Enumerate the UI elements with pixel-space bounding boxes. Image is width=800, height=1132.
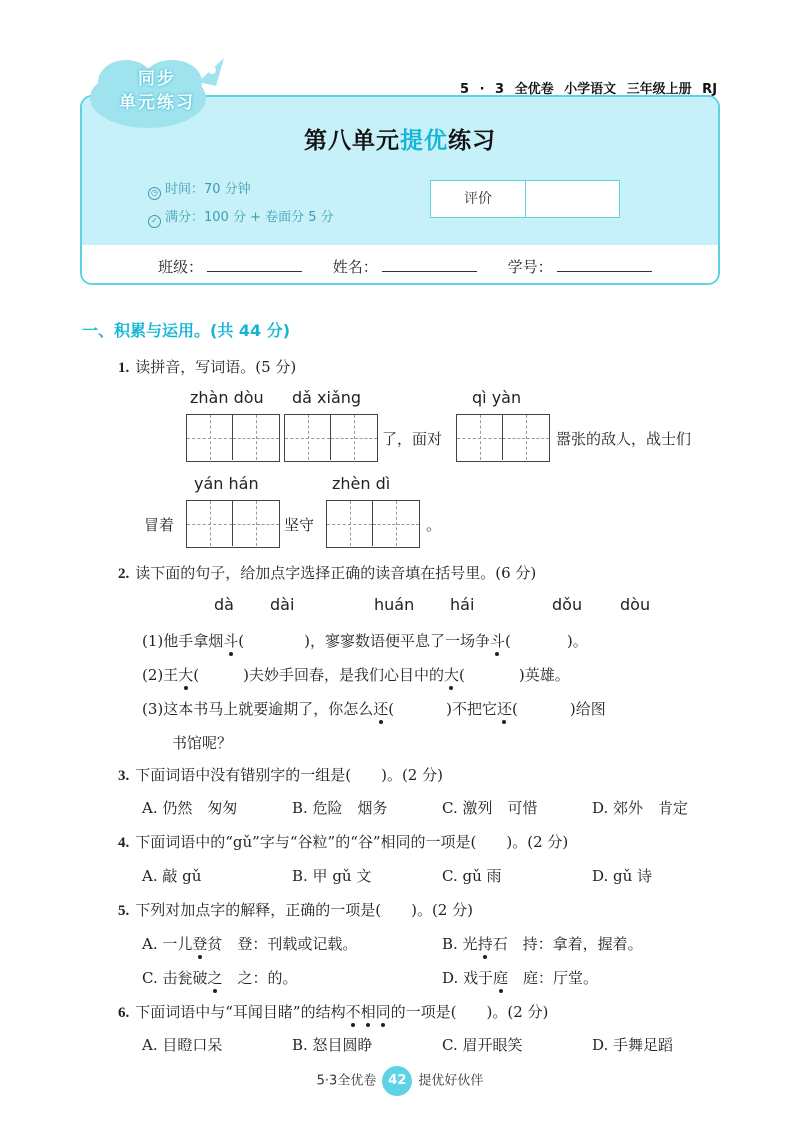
unit-badge	[86, 52, 228, 130]
q5-c-part1: C. 击瓮破	[142, 969, 208, 987]
q4-option-a[interactable]: A. 敲 gǔ	[142, 867, 202, 885]
q5-text: 下列对加点字的解释，正确的一项是( )。(2 分)	[135, 901, 473, 919]
q2-option-3: huán	[374, 595, 415, 614]
q2-s3-bracket-2: (	[512, 700, 518, 718]
section-heading: 一、积累与运用。(共 44 分)	[82, 321, 291, 340]
question-6	[118, 1001, 548, 1022]
q2-s3-middle: )不把它	[446, 700, 497, 718]
class-label: 班级：	[158, 258, 204, 276]
q5-c-part2: 之：的。	[222, 969, 298, 987]
q2-s3-end: )给图	[569, 700, 606, 718]
id-label: 学号：	[507, 258, 553, 276]
q1-text-1: 了，面对	[382, 430, 443, 448]
pinyin-3: qì yàn	[472, 388, 522, 407]
q2-sentence-3	[142, 698, 606, 719]
q2-s1-bracket: (	[238, 632, 245, 650]
q4-number: 4.	[118, 835, 130, 851]
q5-c-dotted-char: 之	[207, 969, 223, 987]
footer-right: 提优好伙伴	[418, 1073, 484, 1089]
q4-option-c[interactable]: C. gǔ 雨	[442, 867, 502, 885]
q2-s1-dotted-char: 斗	[223, 632, 239, 650]
q5-d-part2: 庭：厅堂。	[508, 969, 599, 987]
student-info-row	[158, 256, 678, 277]
q6-option-b[interactable]: B. 怒目圆睁	[292, 1036, 373, 1054]
title-part1: 第八单元	[304, 128, 400, 154]
q2-s2-end: )英雄。	[518, 666, 570, 684]
page-number: 42	[382, 1066, 412, 1096]
q2-s1-bracket-2: (	[505, 632, 511, 650]
q2-option-1: dà	[214, 595, 234, 614]
page-title	[0, 122, 800, 155]
writing-grid-1[interactable]	[186, 414, 280, 462]
evaluation-field[interactable]	[526, 181, 619, 217]
q3-option-a[interactable]: A. 仍然 匆匆	[142, 799, 238, 817]
q2-sentence-2	[142, 664, 570, 685]
q2-s2-bracket: (	[193, 666, 200, 684]
question-5	[118, 899, 473, 920]
title-part2: 练习	[448, 128, 496, 154]
q5-b-part1: B. 光	[442, 935, 478, 953]
q1-text-5: 。	[426, 516, 442, 534]
q2-s2-dotted-char: 大	[178, 666, 194, 684]
q3-text: 下面词语中没有错别字的一组是( )。(2 分)	[135, 766, 443, 784]
q2-option-2: dài	[270, 595, 295, 614]
q2-s2-part: (2)王	[142, 666, 179, 684]
q6-text-2: 的一项是( )。(2 分)	[390, 1003, 549, 1021]
q5-option-b[interactable]	[442, 933, 643, 954]
page-footer	[0, 1066, 800, 1096]
q5-a-dotted-char: 登	[192, 935, 208, 953]
q4-option-b[interactable]: B. 甲 gǔ 文	[292, 867, 372, 885]
q2-option-5: dǒu	[552, 595, 583, 614]
q5-option-d[interactable]	[442, 967, 598, 988]
q3-option-d[interactable]: D. 郊外 肯定	[592, 799, 689, 817]
clock-icon: ◷	[148, 187, 161, 200]
q6-dotted-char-1: 不	[345, 1003, 361, 1021]
footer-left: 5·3全优卷	[316, 1073, 377, 1089]
question-1	[118, 356, 296, 377]
pinyin-4: yán hán	[194, 474, 259, 493]
q6-number: 6.	[118, 1005, 130, 1021]
q3-option-c[interactable]: C. 激列 可惜	[442, 799, 538, 817]
q2-s3-dotted-char: 还	[373, 700, 389, 718]
q5-number: 5.	[118, 903, 130, 919]
q5-b-part2: 石 持：拿着，握着。	[492, 935, 643, 953]
q4-text: 下面词语中的“gǔ”字与“谷粒”的“谷”相同的一项是( )。(2 分)	[135, 833, 569, 851]
writing-grid-5[interactable]	[326, 500, 420, 548]
q2-s2-bracket-2: (	[459, 666, 465, 684]
badge-line1: 同步	[138, 69, 176, 89]
q6-option-d[interactable]: D. 手舞足蹈	[592, 1036, 674, 1054]
series-label: 5 · 3 全优卷 小学语文 三年级上册 RJ	[460, 82, 718, 97]
evaluation-box	[430, 180, 620, 218]
writing-grid-3[interactable]	[456, 414, 550, 462]
q1-number: 1.	[118, 360, 130, 376]
q5-d-dotted-char: 庭	[493, 969, 509, 987]
q2-s1-end: )。	[566, 632, 588, 650]
q2-sentence-1	[142, 630, 588, 651]
q6-option-a[interactable]: A. 目瞪口呆	[142, 1036, 223, 1054]
writing-grid-2[interactable]	[284, 414, 378, 462]
name-field[interactable]	[382, 258, 477, 272]
question-4	[118, 831, 568, 852]
q6-text-1: 下面词语中与“耳闻目睹”的结构	[135, 1003, 346, 1021]
q2-number: 2.	[118, 566, 130, 582]
q2-s3-bracket: (	[388, 700, 395, 718]
pinyin-5: zhèn dì	[332, 474, 391, 493]
q3-number: 3.	[118, 768, 130, 784]
q3-option-b[interactable]: B. 危险 烟务	[292, 799, 388, 817]
title-highlight: 提优	[400, 128, 448, 154]
q2-s1-middle: )，寥寥数语便平息了一场争	[304, 632, 490, 650]
score-text: 满分：100 分 + 卷面分 5 分	[165, 210, 334, 225]
q5-d-part1: D. 戏于	[442, 969, 494, 987]
question-2	[118, 562, 536, 583]
badge-line2: 单元练习	[119, 93, 195, 113]
pinyin-1: zhàn dòu	[190, 388, 264, 407]
pinyin-2: dǎ xiǎng	[292, 388, 362, 407]
q5-a-part1: A. 一儿	[142, 935, 193, 953]
question-3	[118, 764, 443, 785]
q2-s3-dotted-char-2: 还	[496, 700, 512, 718]
class-field[interactable]	[207, 258, 302, 272]
q5-option-c[interactable]	[142, 967, 298, 988]
q1-text: 读拼音，写词语。(5 分)	[135, 358, 297, 376]
q2-s2-middle: )夫妙手回春，是我们心目中的	[243, 666, 444, 684]
name-label: 姓名：	[332, 258, 378, 276]
q1-text-3: 冒着	[144, 516, 175, 534]
id-field[interactable]	[557, 258, 652, 272]
q6-dotted-char-2: 相	[360, 1003, 376, 1021]
score-line	[148, 206, 334, 228]
q2-s1-part: (1)他手拿烟	[142, 632, 224, 650]
writing-grid-4[interactable]	[186, 500, 280, 548]
evaluation-label: 评价	[431, 181, 526, 217]
q6-dotted-char-3: 同	[375, 1003, 391, 1021]
q1-text-4: 坚守	[284, 516, 315, 534]
time-text: 时间：70 分钟	[165, 182, 251, 197]
q2-s1-dotted-char-2: 斗	[489, 632, 505, 650]
time-line	[148, 178, 251, 200]
q2-text: 读下面的句子，给加点字选择正确的读音填在括号里。(6 分)	[135, 564, 537, 582]
q5-a-part2: 贫 登：刊载或记载。	[207, 935, 358, 953]
q2-s3-part: (3)这本书马上就要逾期了，你怎么	[142, 700, 374, 718]
q5-b-dotted-char: 持	[477, 935, 493, 953]
q2-option-4: hái	[450, 595, 475, 614]
q4-option-d[interactable]: D. gǔ 诗	[592, 867, 653, 885]
q2-sentence-3-cont: 书馆呢？	[172, 734, 233, 752]
q2-option-6: dòu	[620, 595, 651, 614]
q1-text-2: 嚣张的敌人，战士们	[556, 430, 692, 448]
q2-s2-dotted-char-2: 大	[443, 666, 459, 684]
q5-option-a[interactable]	[142, 933, 357, 954]
check-icon: ✓	[148, 215, 161, 228]
q6-option-c[interactable]: C. 眉开眼笑	[442, 1036, 523, 1054]
